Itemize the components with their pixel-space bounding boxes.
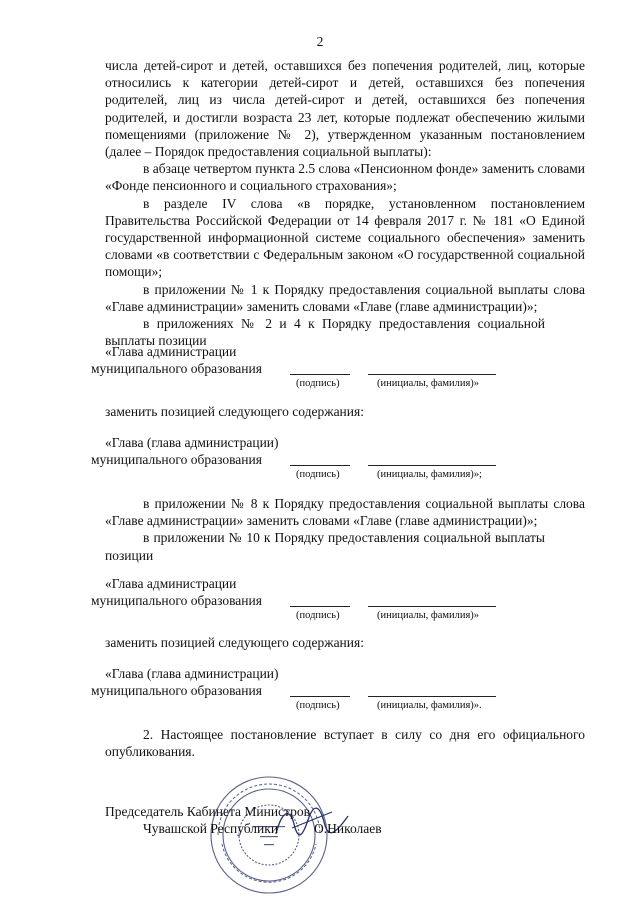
block4-sign-line xyxy=(290,696,350,697)
replace-text-1: заменить позицией следующего содержания: xyxy=(105,404,364,419)
block1-caption-name: (инициалы, фамилия)» xyxy=(377,378,480,389)
intro-paragraph-4: в приложении № 1 к Порядку предоставления социальной выплаты слова «Главе администрации» заменить словами «Главе (главе администрации)»; xyxy=(105,281,585,314)
mid-text xyxy=(105,495,585,564)
block3-caption-name: (инициалы, фамилия)» xyxy=(377,610,480,621)
block4-caption-sign: (подпись) xyxy=(296,700,340,711)
intro-paragraph-3: в разделе IV слова «в порядке, установленном постановлением Правительства Российской Федерации от 14 февраля 2017 г. № 181 «О Единой государственной информационной системе социального обеспечения» заменить словами «в соответствии с Федеральным законом «О государственной социальной помощи»; xyxy=(105,195,585,280)
block2-caption-name: (инициалы, фамилия)»; xyxy=(377,469,482,480)
block4-line2: муниципального образования xyxy=(91,683,262,698)
block2-caption-sign: (подпись) xyxy=(296,469,340,480)
block1-name-line xyxy=(368,374,496,375)
signatory-name: О.Николаев xyxy=(314,821,382,836)
block4-name-line xyxy=(368,696,496,697)
block2-line2: муниципального образования xyxy=(91,452,262,467)
replace-text-2: заменить позицией следующего содержания: xyxy=(105,635,364,650)
block3-caption-sign: (подпись) xyxy=(296,610,340,621)
block2-sign-line xyxy=(290,465,350,466)
block4-line1: «Глава (глава администрации) xyxy=(105,666,279,681)
block1-caption-sign: (подпись) xyxy=(296,378,340,389)
block3-line1: «Глава администрации xyxy=(105,576,237,591)
intro-text xyxy=(105,57,585,349)
block2-line1: «Глава (глава администрации) xyxy=(105,435,279,450)
block2-name-line xyxy=(368,465,496,466)
block1-sign-line xyxy=(290,374,350,375)
mid-paragraph-2: в приложении № 10 к Порядку предоставления социальной выплаты позиции xyxy=(105,530,545,563)
intro-paragraph-1: числа детей-сирот и детей, оставшихся без попечения родителей, лиц, которые относились к категории детей-сирот и детей, оставшихся без попечения родителей, лиц из числа детей-сирот и детей, оставшихся без попечения родителей, и достигли возраста 23 лет, которые подлежат обеспечению жилыми помещениями (приложение № 2), утвержденном указанным постановлением (далее – Порядок предоставления социальной выплаты): xyxy=(105,58,585,160)
page-number: 2 xyxy=(316,34,324,49)
block3-sign-line xyxy=(290,606,350,607)
block1-line2: муниципального образования xyxy=(91,361,262,376)
intro-paragraph-2: в абзаце четвертом пункта 2.5 слова «Пенсионном фонде» заменить словами «Фонде пенсионного и социального страхования»; xyxy=(105,161,585,194)
signatory-title-line1: Председатель Кабинета Министров xyxy=(105,804,310,819)
block4-caption-name: (инициалы, фамилия)». xyxy=(377,700,482,711)
block1-line1: «Глава администрации xyxy=(105,344,237,359)
final-text xyxy=(105,726,585,760)
final-paragraph: 2. Настоящее постановление вступает в силу со дня его официального опубликования. xyxy=(105,727,585,760)
intro-paragraph-5: в приложениях № 2 и 4 к Порядку предоставления социальной выплаты позиции xyxy=(105,316,545,349)
signatory-title-line2: Чувашской Республики xyxy=(143,821,279,836)
mid-paragraph-1: в приложении № 8 к Порядку предоставления социальной выплаты слова «Главе администрации» заменить словами «Главе (главе администрации)»; xyxy=(105,496,585,529)
block3-line2: муниципального образования xyxy=(91,593,262,608)
block3-name-line xyxy=(368,606,496,607)
